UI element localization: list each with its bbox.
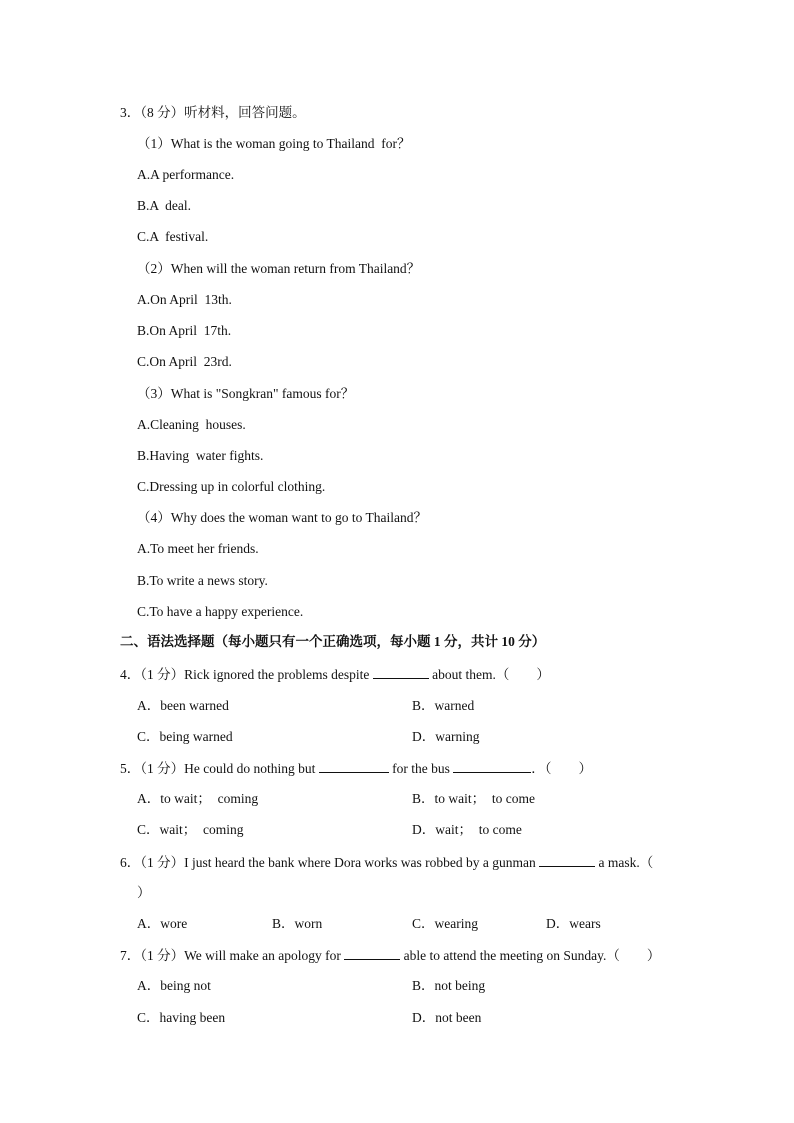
q6-option-b: B．worn bbox=[272, 916, 323, 931]
question-7-stem-end: able to attend the meeting on Sunday.（ ） bbox=[400, 948, 661, 963]
q5-option-b: B．to wait； to come bbox=[412, 791, 535, 806]
q7-option-a: A．being not bbox=[137, 978, 211, 993]
question-3-header: 3．（8 分）听材料，回答问题。 bbox=[120, 105, 306, 120]
q7-option-c: C．having been bbox=[137, 1010, 226, 1025]
q5-option-a: A．to wait； coming bbox=[137, 791, 259, 806]
q3-sub3-option-b: B.Having water fights. bbox=[137, 448, 264, 463]
q3-sub3-option-a: A.Cleaning houses. bbox=[137, 417, 246, 432]
q3-sub1-option-b: B.A deal. bbox=[137, 198, 191, 213]
q4-option-c: C．being warned bbox=[137, 729, 233, 744]
question-6-stem-end: a mask.（ bbox=[595, 855, 654, 870]
q3-sub4-option-b: B.To write a news story. bbox=[137, 573, 268, 588]
q6-option-d: D．wears bbox=[546, 916, 601, 931]
question-5-stem-end: ．（ ） bbox=[531, 761, 592, 776]
q3-sub3-question: （3）What is "Songkran" famous for？ bbox=[137, 386, 355, 401]
answer-blank bbox=[453, 759, 531, 773]
q3-sub2-option-a: A.On April 13th. bbox=[137, 292, 232, 307]
question-7 bbox=[120, 946, 660, 965]
q5-option-d: D．wait； to come bbox=[412, 822, 522, 837]
question-6-continuation: ） bbox=[137, 885, 151, 900]
q4-option-a: A．been warned bbox=[137, 698, 229, 713]
question-4-stem: 4．（1 分）Rick ignored the problems despite bbox=[120, 667, 373, 682]
q3-sub1-option-c: C.A festival. bbox=[137, 229, 209, 244]
q3-sub1-question: （1）What is the woman going to Thailand for？ bbox=[137, 136, 411, 151]
answer-blank bbox=[344, 946, 400, 960]
q6-option-c: C．wearing bbox=[412, 916, 478, 931]
q4-option-b: B．warned bbox=[412, 698, 475, 713]
q7-option-d: D．not been bbox=[412, 1010, 482, 1025]
q4-option-d: D．warning bbox=[412, 729, 480, 744]
question-5-stem: 5．（1 分）He could do nothing but bbox=[120, 761, 319, 776]
answer-blank bbox=[373, 665, 429, 679]
answer-blank bbox=[319, 759, 389, 773]
question-4 bbox=[120, 665, 550, 684]
q3-sub4-option-c: C.To have a happy experience. bbox=[137, 604, 304, 619]
question-4-stem-end: about them.（ ） bbox=[428, 667, 550, 682]
question-5-stem-mid: for the bus bbox=[388, 761, 454, 776]
q3-sub1-option-a: A.A performance. bbox=[137, 167, 235, 182]
q6-option-a: A．wore bbox=[137, 916, 188, 931]
q3-sub4-question: （4）Why does the woman want to go to Thailand？ bbox=[137, 510, 427, 525]
q5-option-c: C．wait； coming bbox=[137, 822, 244, 837]
question-5 bbox=[120, 759, 592, 778]
section-2-title: 二、语法选择题（每小题只有一个正确选项，每小题 1 分，共计 10 分） bbox=[120, 634, 546, 649]
q3-sub2-question: （2）When will the woman return from Thailand？ bbox=[137, 261, 421, 276]
q3-sub3-option-c: C.Dressing up in colorful clothing. bbox=[137, 479, 326, 494]
answer-blank bbox=[539, 853, 595, 867]
question-6-stem: 6．（1 分）I just heard the bank where Dora works was robbed by a gunman bbox=[120, 855, 540, 870]
question-6 bbox=[120, 853, 653, 872]
q3-sub2-option-c: C.On April 23rd. bbox=[137, 354, 232, 369]
question-7-stem: 7．（1 分）We will make an apology for bbox=[120, 948, 345, 963]
q3-sub4-option-a: A.To meet her friends. bbox=[137, 541, 259, 556]
q7-option-b: B．not being bbox=[412, 978, 486, 993]
q3-sub2-option-b: B.On April 17th. bbox=[137, 323, 232, 338]
